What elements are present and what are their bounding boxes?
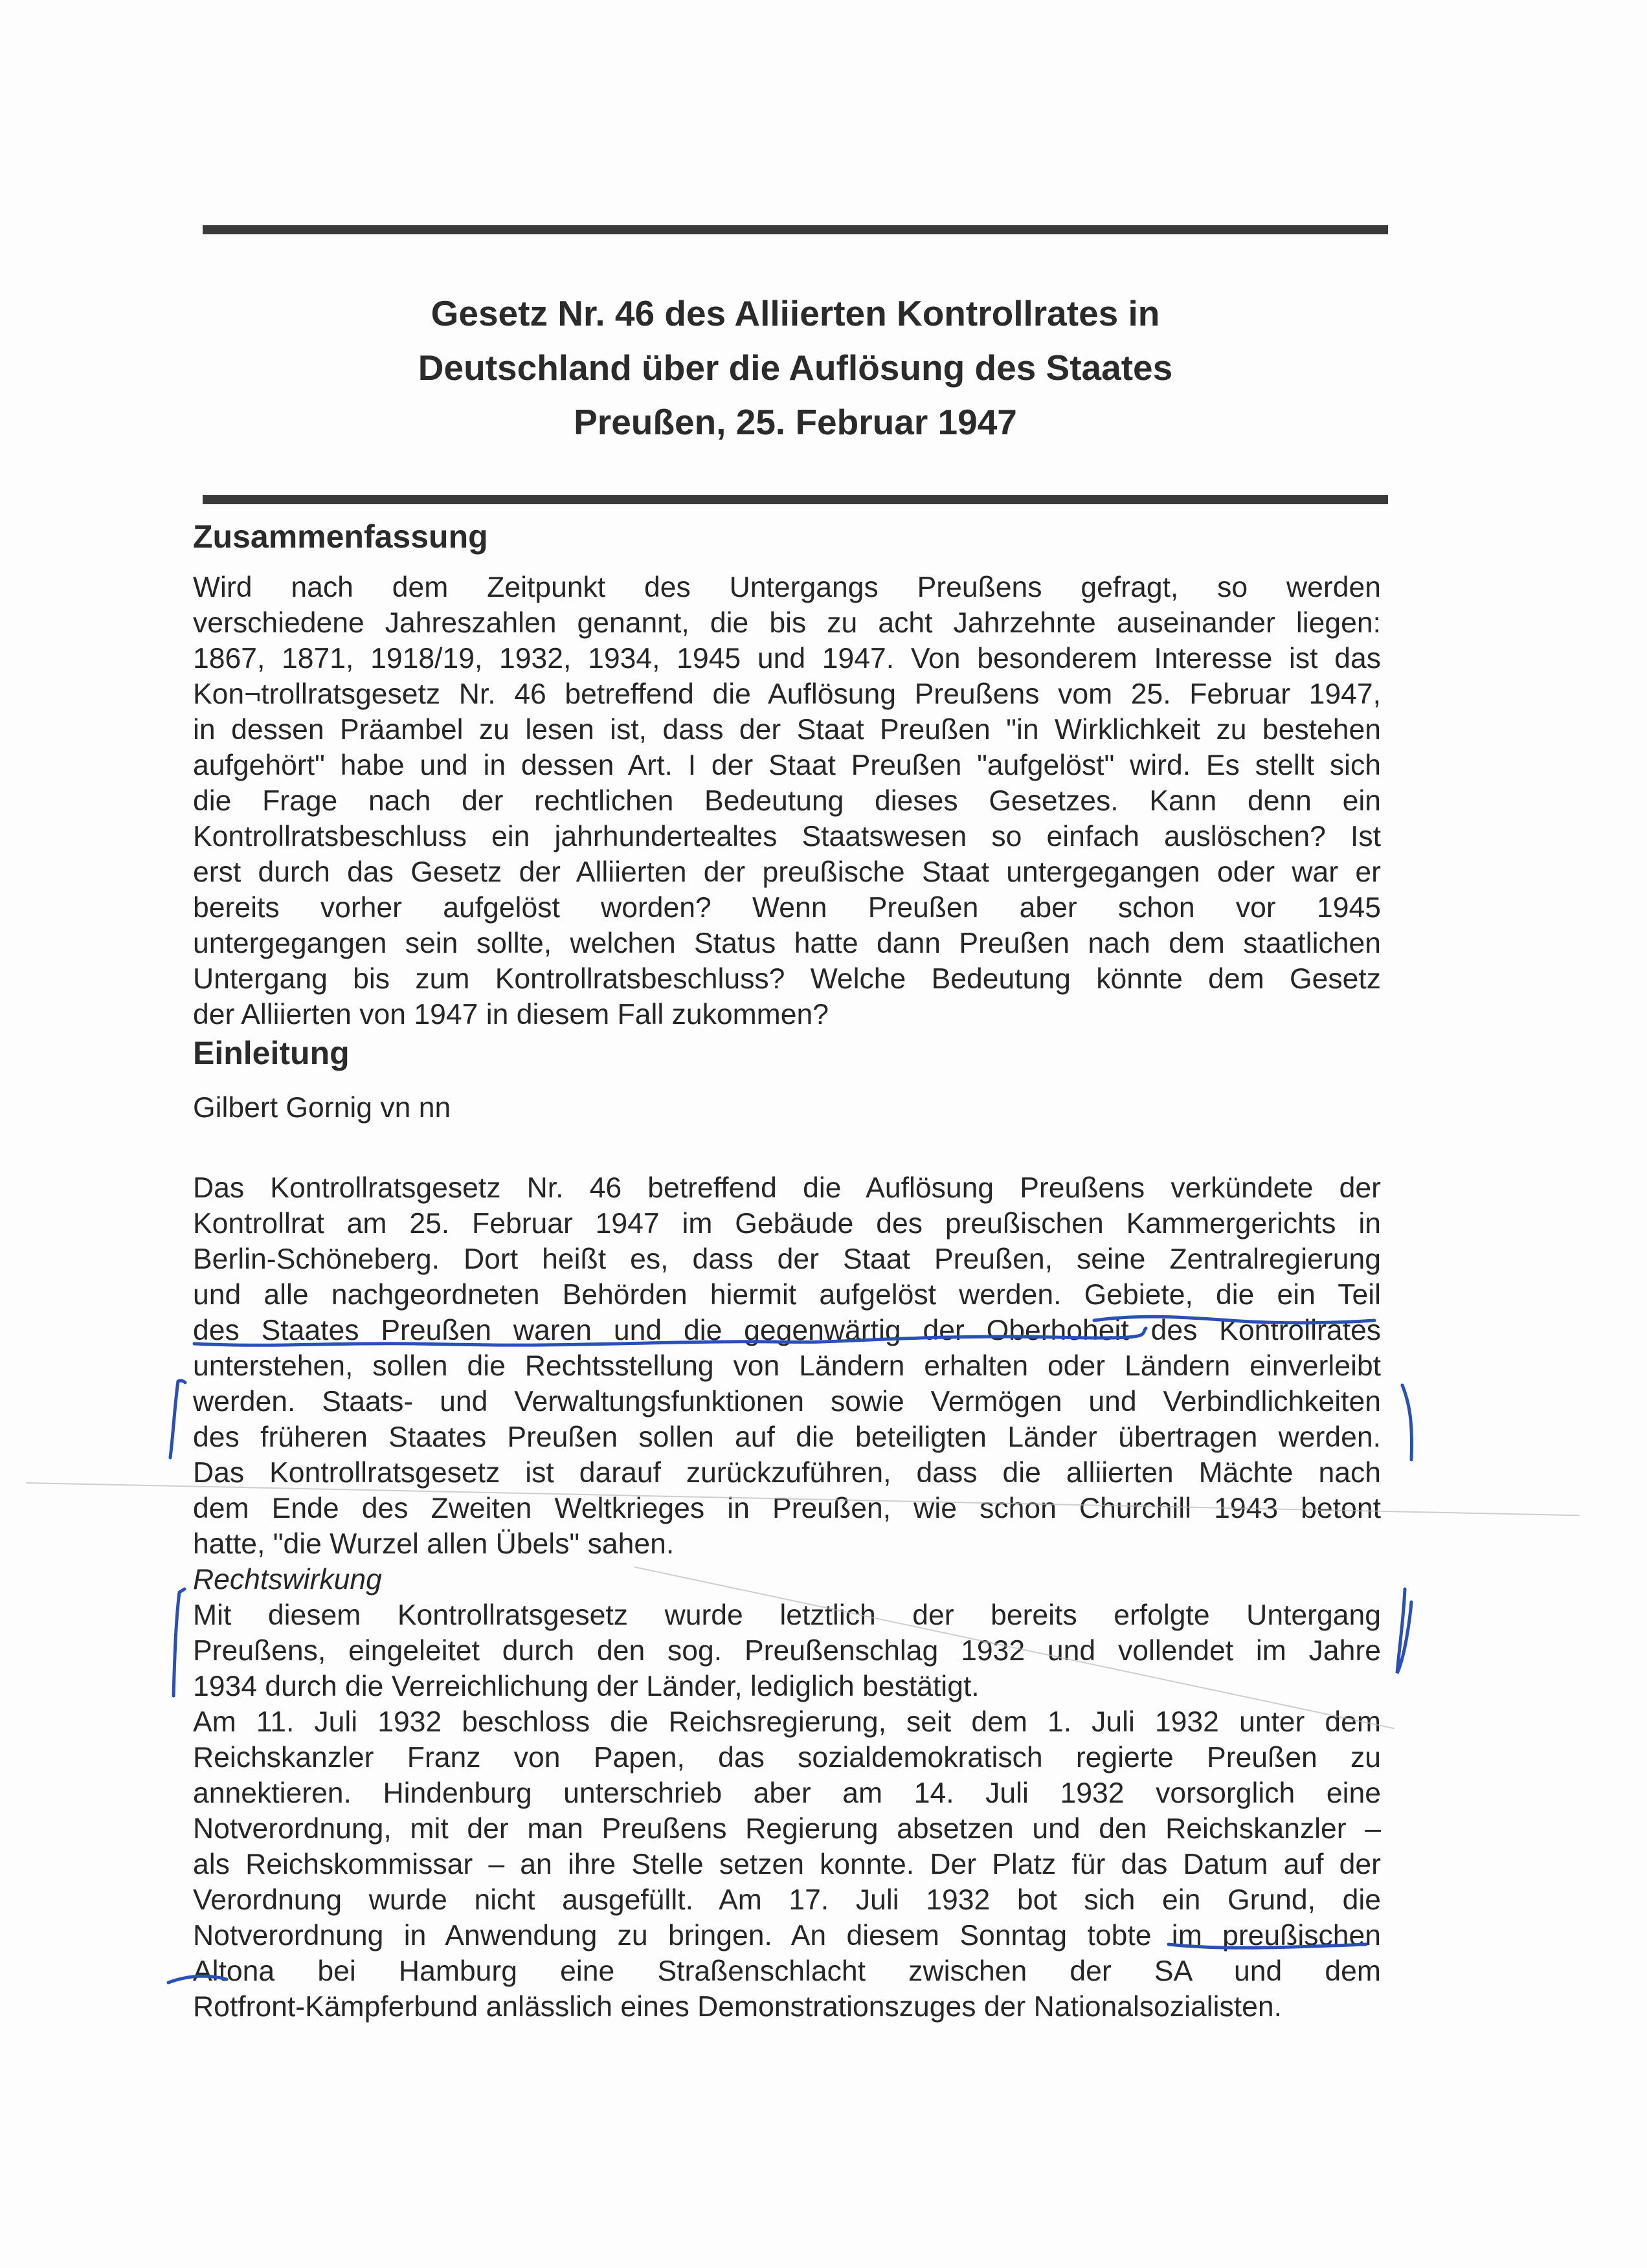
text-line: des früheren Staates Preußen sollen auf die beteiligten Länder übertragen werden. (193, 1421, 1381, 1453)
text-line: Kon¬trollratsgesetz Nr. 46 betreffend die Auflösung Preußens vom 25. Februar 1947, (193, 678, 1381, 710)
title-line: Preußen, 25. Februar 1947 (574, 402, 1017, 442)
bracket-right-2 (1397, 1589, 1411, 1673)
text-line: Am 11. Juli 1932 beschloss die Reichsregierung, seit dem 1. Juli 1932 unter dem (193, 1706, 1381, 1738)
bracket-left-1 (170, 1381, 185, 1458)
underline-altona-2 (168, 1976, 227, 1983)
text-line: die Frage nach der rechtlichen Bedeutung dieses Gesetzes. Kann denn ein (193, 785, 1381, 817)
text-line: Mit diesem Kontrollratsgesetz wurde letztlich der bereits erfolgte Untergang (193, 1599, 1381, 1631)
text-line: unterstehen, sollen die Rechtsstellung von Ländern erhalten oder Ländern einverleibt (193, 1350, 1381, 1382)
text-line: des Staates Preußen waren und die gegenwärtig der Oberhoheit des Kontrollrates (193, 1315, 1381, 1346)
text-line: Kontrollratsbeschluss ein jahrhundertealtes Staatswesen so einfach auslöschen? Ist (193, 821, 1381, 852)
text-line: erst durch das Gesetz der Alliierten der preußische Staat untergegangen oder war er (193, 856, 1381, 888)
title-line: Deutschland über die Auflösung des Staates (418, 348, 1173, 388)
bracket-left-2 (174, 1589, 185, 1696)
underline-gebiete (1094, 1317, 1374, 1323)
text-line: Das Kontrollratsgesetz Nr. 46 betreffend die Auflösung Preußens verkündete der (193, 1172, 1381, 1204)
text-line: untergegangen sein sollte, welchen Status hatte dann Preußen nach dem staatlichen (193, 928, 1381, 959)
text-line: Wird nach dem Zeitpunkt des Untergangs Preußens gefragt, so werden (193, 572, 1381, 603)
text-line: Preußens, eingeleitet durch den sog. Preußenschlag 1932 und vollendet im Jahre (193, 1635, 1381, 1667)
text-line: hatte, "die Wurzel allen Übels" sahen. (193, 1528, 675, 1560)
text-line: Kontrollrat am 25. Februar 1947 im Gebäude des preußischen Kammergerichts in (193, 1208, 1381, 1240)
text-line: Berlin-Schöneberg. Dort heißt es, dass der Staat Preußen, seine Zentralregierung (193, 1243, 1381, 1275)
intro-heading: Einleitung (193, 1035, 350, 1071)
text-line: der Alliierten von 1947 in diesem Fall zukommen? (193, 999, 829, 1030)
text-line: Untergang bis zum Kontrollratsbeschluss? Welche Bedeutung könnte dem Gesetz (193, 963, 1381, 995)
text-line: Altona bei Hamburg eine Straßenschlacht zwischen der SA und dem (193, 1955, 1381, 1987)
author-line: Gilbert Gornig vn nn (193, 1092, 451, 1124)
text-line: Reichskanzler Franz von Papen, das sozialdemokratisch regierte Preußen zu (193, 1742, 1381, 1773)
text-line: verschiedene Jahreszahlen genannt, die bis zu acht Jahrzehnte auseinander liegen: (193, 607, 1381, 639)
summary-heading: Zusammenfassung (193, 518, 488, 555)
text-line: Das Kontrollratsgesetz ist darauf zurückzuführen, dass die alliierten Mächte nach (193, 1457, 1381, 1489)
title-line: Gesetz Nr. 46 des Alliierten Kontrollrates in (431, 293, 1160, 333)
text-line: und alle nachgeordneten Behörden hiermit aufgelöst werden. Gebiete, die ein Teil (193, 1279, 1381, 1311)
underline-des-staates (194, 1328, 1146, 1345)
text-line: werden. Staats- und Verwaltungsfunktionen sowie Vermögen und Verbindlichkeiten (193, 1386, 1381, 1418)
text-line: dem Ende des Zweiten Weltkrieges in Preußen, wie schon Churchill 1943 betont (193, 1493, 1381, 1524)
text-line: Notverordnung in Anwendung zu bringen. An diesem Sonntag tobte im preußischen (193, 1920, 1381, 1951)
text-line: 1934 durch die Verreichlichung der Länder, lediglich bestätigt. (193, 1671, 980, 1702)
text-line: aufgehört" habe und in dessen Art. I der Staat Preußen "aufgelöst" wird. Es stellt sich (193, 750, 1381, 781)
text-line: Rotfront-Kämpferbund anlässlich eines Demonstrationszuges der Nationalsozialisten. (193, 1991, 1282, 2023)
text-line: bereits vorher aufgelöst worden? Wenn Preußen aber schon vor 1945 (193, 892, 1381, 924)
text-line: Notverordnung, mit der man Preußens Regierung absetzen und den Reichskanzler – (193, 1813, 1381, 1845)
subheading-rechtswirkung: Rechtswirkung (193, 1564, 382, 1595)
text-line: 1867, 1871, 1918/19, 1932, 1934, 1945 und 1947. Von besonderem Interesse ist das (193, 643, 1381, 674)
text-line: in dessen Präambel zu lesen ist, dass der Staat Preußen "in Wirklichkeit zu bestehen (193, 714, 1381, 746)
text-line: Verordnung wurde nicht ausgefüllt. Am 17. Juli 1932 bot sich ein Grund, die (193, 1884, 1381, 1916)
underline-altona (1169, 1944, 1366, 1948)
text-line: annektieren. Hindenburg unterschrieb aber am 14. Juli 1932 vorsorglich eine (193, 1777, 1381, 1809)
bracket-right-1 (1402, 1385, 1411, 1460)
text-line: als Reichskommissar – an ihre Stelle setzen konnte. Der Platz für das Datum auf der (193, 1849, 1381, 1880)
